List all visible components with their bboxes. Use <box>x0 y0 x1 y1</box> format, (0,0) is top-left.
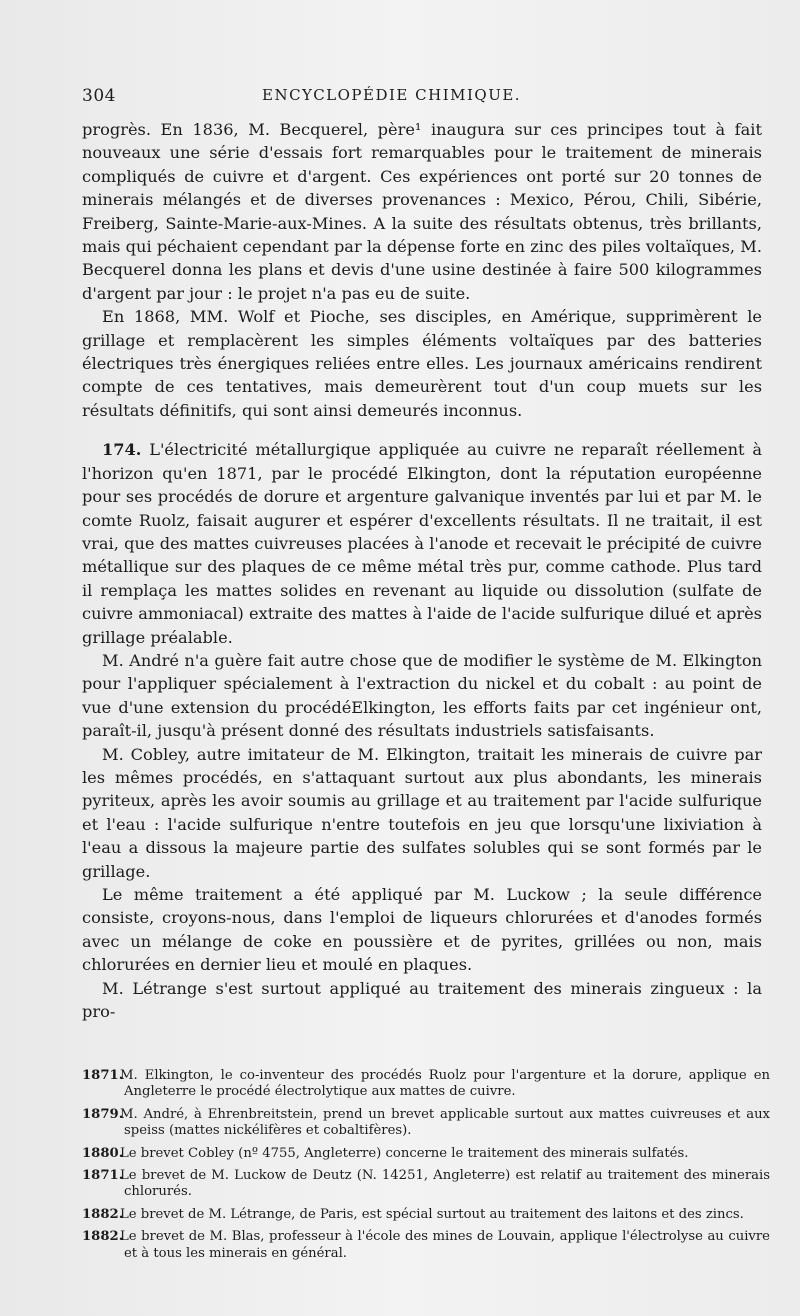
footnote-year: 1879. <box>82 1106 124 1122</box>
paragraph: En 1868, MM. Wolf et Pioche, ses disciples, en Amérique, supprimèrent le grillage et remplacèrent les simples éléments voltaïques par des batteries électriques très énergiques reliées entre elles. Les journaux américains rendirent compte de ces tentatives, mais demeurèrent tout d'un coup muets sur les résultats définitifs, qui sont ainsi demeurés inconnus. <box>82 307 762 420</box>
paragraph: M. Létrange s'est surtout appliqué au traitement des minerais zingueux : la pro- <box>82 978 762 1022</box>
footnote-year: 1871. <box>82 1168 124 1184</box>
footnote-text: M. André, à Ehrenbreitstein, prend un brevet applicable surtout aux mattes cuivreuses et aux speiss (mattes nickélifères et cobaltifères). <box>120 1106 770 1139</box>
paragraph: Le même traitement a été appliqué par M. Luckow ; la seule différence consiste, croyons-nous, dans l'emploi de liqueurs chlorurées et d'anodes formés avec un mélange de coke en poussière et de pyrites, grillées ou non, mais chlorurées en dernier lieu et moulé en plaques. <box>82 885 762 975</box>
paragraph: progrès. En 1836, M. Becquerel, père¹ inaugura sur ces principes tout à fait nouveaux une série d'essais fort remarquables pour le traitement de minerais compliqués de cuivre et d'argent. Ces expériences ont porté sur 20 tonnes de minerais mélangés et de diverses provenances : Mexico, Pérou, Chili, Sibérie, Freiberg, Sainte-Marie-aux-Mines. A la suite des résultats obtenus, très brillants, mais qui péchaient cependant par la dépense forte en zinc des piles voltaïques, M. Becquerel donna les plans et devis d'une usine destinée à faire 500 kilogrammes d'argent par jour : le projet n'a pas eu de suite. <box>82 120 762 303</box>
section-paragraph <box>82 438 762 649</box>
footnotes <box>82 1068 770 1268</box>
footnote-text: Le brevet de M. Létrange, de Paris, est spécial surtout au traitement des laitons et des zincs. <box>120 1206 744 1222</box>
page-number: 304 <box>82 86 116 106</box>
footnote-text: M. Elkington, le co-inventeur des procédés Ruolz pour l'argenture et la dorure, applique en Angleterre le procédé électrolytique aux mattes de cuivre. <box>120 1068 770 1100</box>
footnote-year: 1882. <box>82 1206 124 1222</box>
footnote-year: 1880. <box>82 1145 124 1161</box>
footnote-text: Le brevet de M. Blas, professeur à l'école des mines de Louvain, applique l'électrolyse au cuivre et à tous les minerais en général. <box>120 1229 770 1261</box>
footnote <box>82 1229 770 1262</box>
footnote-year: 1882. <box>82 1229 124 1245</box>
paragraph: M. Cobley, autre imitateur de M. Elkington, traitait les minerais de cuivre par les mêmes procédés, en s'attaquant surtout aux plus abondants, les minerais pyriteux, après les avoir soumis au grillage et au traitement par l'acide sulfurique et l'eau : l'acide sulfurique n'entre toutefois en jeu que lorsqu'une lixiviation à l'eau a dissous la majeure partie des sulfates solubles qui se sont formés par le grillage. <box>82 744 762 881</box>
footnote <box>82 1068 770 1101</box>
footnote-year: 1871. <box>82 1068 124 1083</box>
section-number: 174. <box>102 440 142 460</box>
page-header <box>82 86 760 108</box>
footnote-text: Le brevet de M. Luckow de Deutz (N. 14251, Angleterre) est relatif au traitement des minerais chlorurés. <box>120 1168 770 1200</box>
running-head: ENCYCLOPÉDIE CHIMIQUE. <box>262 86 522 104</box>
footnote <box>82 1146 770 1162</box>
footnote <box>82 1107 770 1140</box>
footnote <box>82 1168 770 1201</box>
paragraph-text: L'électricité métallurgique appliquée au cuivre ne reparaît réellement à l'horizon qu'en 1871, par le procédé Elkington, dont la réputation européenne pour ses procédés de dorure et argenture galvanique inventés par lui et par M. le comte Ruolz, faisait augurer et espérer d'excellents résultats. Il ne traitait, il est vrai, que des mattes cuivreuses placées à l'anode et recevait le précipité de cuivre métallique sur des plaques de ce même métal très pur, comme cathode. Plus tard il remplaça les mattes solides en revenant au liquide ou dissolution (sulfate de cuivre ammoniacal) extraite des mattes à l'aide de l'acide sulfurique dilué et après grillage préalable. <box>82 440 762 647</box>
footnote-text: Le brevet Cobley (nº 4755, Angleterre) concerne le traitement des minerais sulfatés. <box>120 1145 689 1161</box>
body-text <box>82 118 762 1023</box>
footnote <box>82 1207 770 1223</box>
paragraph: M. André n'a guère fait autre chose que de modifier le système de M. Elkington pour l'appliquer spécialement à l'extraction du nickel et du cobalt : au point de vue d'une extension du procédéElkington, les efforts faits par cet ingénieur ont, paraît-il, jusqu'à présent donné des résultats industriels satisfaisants. <box>82 650 762 741</box>
